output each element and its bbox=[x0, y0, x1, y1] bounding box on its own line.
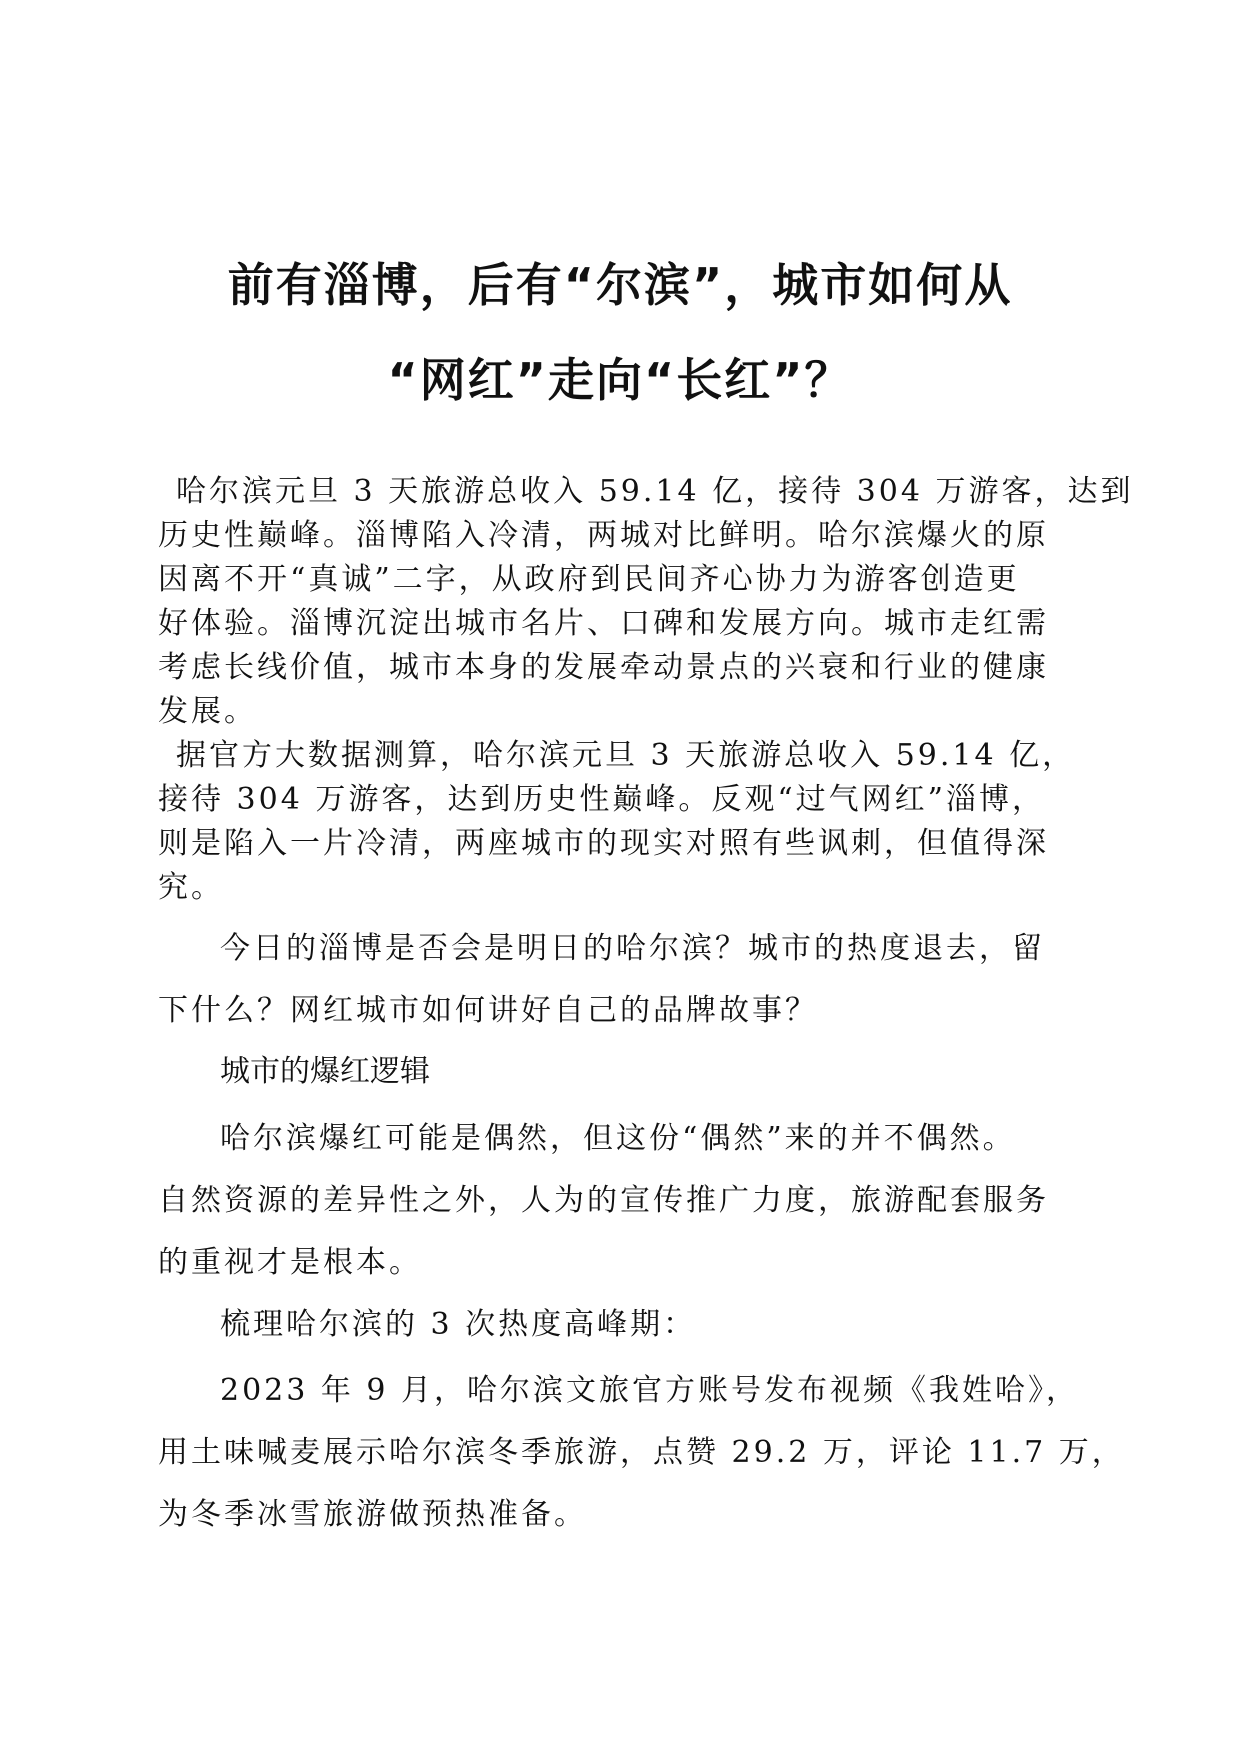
paragraph-line: 用土味喊麦展示哈尔滨冬季旅游，点赞 29.2 万，评论 11.7 万， bbox=[158, 1435, 1125, 1470]
summary-line: 因离不开“真诚”二字，从政府到民间齐心协力为游客创造更 bbox=[158, 562, 1020, 597]
body-paragraph bbox=[158, 1360, 1125, 1546]
paragraph-line: 梳理哈尔滨的 3 次热度高峰期： bbox=[220, 1307, 697, 1342]
paragraph-line: 究。 bbox=[158, 870, 224, 905]
paragraph-line: 今日的淄博是否会是明日的哈尔滨？城市的热度退去，留 bbox=[220, 931, 1045, 966]
paragraph-line: 接待 304 万游客，达到历史性巅峰。反观“过气网红”淄博， bbox=[158, 782, 1046, 817]
body-paragraph bbox=[158, 734, 1078, 910]
body-paragraph bbox=[158, 1294, 1078, 1356]
paragraph-line: 则是陷入一片冷清，两座城市的现实对照有些讽刺，但值得深 bbox=[158, 826, 1049, 861]
document-title-line-2: “网红”走向“长红”？ bbox=[387, 353, 853, 407]
document-title-line-1: 前有淄博，后有“尔滨”，城市如何从 bbox=[227, 258, 1013, 312]
paragraph-line: 下什么？网红城市如何讲好自己的品牌故事？ bbox=[158, 993, 818, 1028]
paragraph-line: 哈尔滨爆红可能是偶然，但这份“偶然”来的并不偶然。 bbox=[220, 1121, 1016, 1156]
document-body bbox=[158, 0, 1134, 1754]
summary-line: 考虑长线价值，城市本身的发展牵动景点的兴衰和行业的健康 bbox=[158, 650, 1049, 685]
summary-line: 好体验。淄博沉淀出城市名片、口碑和发展方向。城市走红需 bbox=[158, 606, 1049, 641]
paragraph-line: 的重视才是根本。 bbox=[158, 1245, 422, 1280]
summary-line: 历史性巅峰。淄博陷入冷清，两城对比鲜明。哈尔滨爆火的原 bbox=[158, 518, 1049, 553]
paragraph-line: 自然资源的差异性之外，人为的宣传推广力度，旅游配套服务 bbox=[158, 1183, 1049, 1218]
paragraph-line: 据官方大数据测算，哈尔滨元旦 3 天旅游总收入 59.14 亿， bbox=[176, 738, 1076, 773]
body-paragraph bbox=[158, 1108, 1078, 1294]
body-paragraph bbox=[158, 918, 1078, 1042]
section-heading: 城市的爆红逻辑 bbox=[220, 1054, 430, 1089]
paragraph-line: 2023 年 9 月，哈尔滨文旅官方账号发布视频《我姓哈》， bbox=[220, 1373, 1080, 1408]
summary-line: 发展。 bbox=[158, 694, 257, 729]
summary-line: 哈尔滨元旦 3 天旅游总收入 59.14 亿，接待 304 万游客，达到 bbox=[176, 474, 1134, 509]
paragraph-line: 为冬季冰雪旅游做预热准备。 bbox=[158, 1497, 587, 1532]
summary-paragraph bbox=[158, 470, 1134, 734]
